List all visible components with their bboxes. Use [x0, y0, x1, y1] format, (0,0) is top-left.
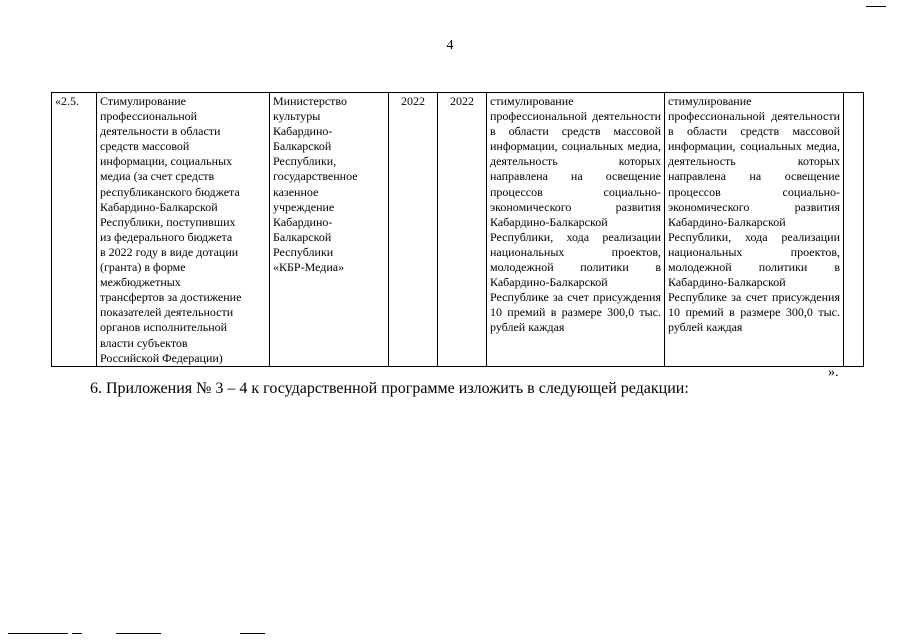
executor-line: «КБР-Медиа»: [273, 260, 345, 275]
measure-name-line: власти субъектов: [100, 335, 188, 350]
footer-rule: [116, 633, 161, 634]
table-row: [52, 93, 864, 367]
measure-name-line: (гранта) в форме: [100, 260, 186, 275]
measure-name-line: межбюджетных: [100, 275, 181, 290]
measure-name-line: информации, социальных: [100, 154, 233, 169]
measure-name-cell: [97, 93, 270, 367]
measure-name-line: трансфертов за достижение: [100, 290, 242, 305]
measure-name-line: показателей деятельности: [100, 305, 234, 320]
footer-rule: [240, 633, 265, 634]
expected-result-cell: стимулирование профессиональной деятельности в области средств массовой информации, социальных медиа, деятельность которых направлена на освещение процессов социально-экономического развития Кабардино-Балкарской Республики, хода реализации национальных проектов, молодежной политики в Кабардино-Балкарской Республике за счет присуждения 10 премий в размере 300,0 тыс. рублей каждая: [487, 93, 665, 367]
executor-line: казенное: [273, 184, 319, 199]
row-number-cell: «2.5.: [52, 93, 97, 367]
program-table: [51, 92, 864, 367]
paragraph-6: 6. Приложения № 3 – 4 к государственной программе изложить в следующей редакции:: [90, 380, 689, 397]
footer-rule: [8, 633, 68, 634]
end-year-cell: 2022: [438, 93, 487, 367]
executor-line: Республики,: [273, 154, 337, 169]
footer-rule: [72, 633, 82, 634]
measure-name-line: Стимулирование: [100, 94, 186, 108]
executor-line: культуры: [273, 109, 321, 124]
measure-name-line: Российской Федерации): [100, 350, 223, 365]
measure-name-line: медиа (за счет средств: [100, 169, 215, 184]
executor-line: Республики: [273, 244, 334, 259]
top-rule: [866, 6, 886, 7]
executor-line: Министерство: [273, 94, 347, 108]
measure-name-line: Кабардино-Балкарской: [100, 199, 218, 214]
empty-cell: [844, 93, 864, 367]
measure-name-line: органов исполнительной: [100, 320, 228, 335]
closing-quote-mark: ».: [828, 365, 839, 380]
executor-line: Балкарской: [273, 139, 332, 154]
measure-name-line: средств массовой: [100, 139, 190, 154]
executor-line: Кабардино-: [273, 124, 333, 139]
executor-line: Балкарской: [273, 229, 332, 244]
measure-name-line: профессиональной: [100, 109, 198, 124]
page-number: 4: [446, 38, 454, 53]
measure-name-line: Республики, поступивших: [100, 214, 236, 229]
executor-cell: [270, 93, 389, 367]
measure-name-line: республиканского бюджета: [100, 184, 240, 199]
executor-line: Кабардино-: [273, 214, 333, 229]
measure-name-line: из федерального бюджета: [100, 229, 233, 244]
executor-line: учреждение: [273, 199, 335, 214]
result-description-cell: стимулирование профессиональной деятельности в области средств массовой информации, социальных медиа, деятельность которых направлена на освещение процессов социально-экономического развития Кабардино-Балкарской Республики, хода реализации национальных проектов, молодежной политики в Кабардино-Балкарской Республике за счет присуждения 10 премий в размере 300,0 тыс. рублей каждая: [665, 93, 844, 367]
measure-name-line: деятельности в области: [100, 124, 221, 139]
start-year-cell: 2022: [389, 93, 438, 367]
measure-name-line: в 2022 году в виде дотации: [100, 244, 239, 259]
executor-line: государственное: [273, 169, 358, 184]
